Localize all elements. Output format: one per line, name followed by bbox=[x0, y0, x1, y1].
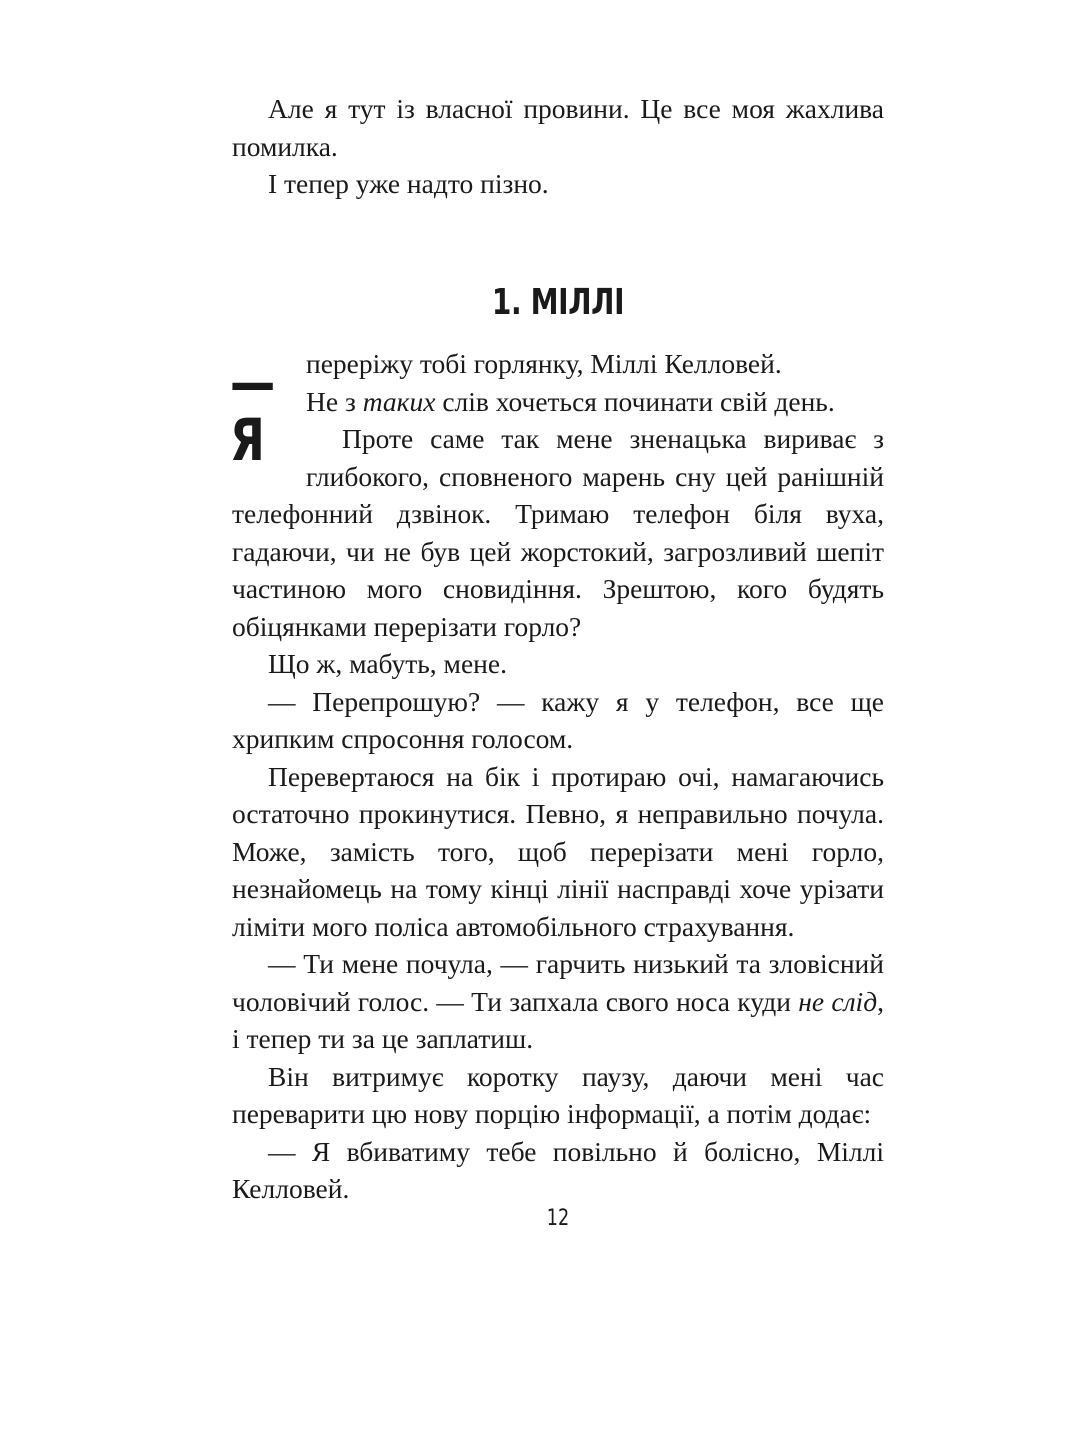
opening-paragraph bbox=[230, 345, 884, 474]
dialogue-pre: — Ти мене почула, — гарчить низький та зловісний чоловічий голос. — Ти запхала свого носа куди bbox=[232, 948, 884, 1017]
body-paragraph: Він витримує коротку паузу, даючи мені час переварити цю нову порцію інформації, а потім додає: bbox=[232, 1060, 884, 1129]
body-paragraph: — Перепрошую? — кажу я у телефон, все ще хрипким спросоння голосом. bbox=[232, 685, 884, 754]
emphasis-text: не слід bbox=[798, 985, 878, 1017]
chapter-title: 1. МІЛЛІ bbox=[491, 282, 625, 323]
body-paragraph bbox=[232, 945, 884, 1058]
emphasis-text: таких bbox=[362, 385, 436, 417]
body-paragraph: Перевертаюся на бік і протираю очі, намагаючись остаточно прокинутися. Певно, я неправильно почула. Може, замість того, щоб перерізати мені горло, незнайомець на тому кінці лінії насправді хоче урізати ліміти мого поліса автомобільного страхування. bbox=[232, 760, 884, 942]
intro-paragraph: Але я тут із власної провини. Це все моя жахлива помилка. bbox=[232, 93, 884, 162]
opening-line: переріжу тобі горлянку, Міллі Келловей. bbox=[306, 348, 782, 379]
body-paragraph: Що ж, мабуть, мене. bbox=[268, 648, 507, 679]
body-paragraph: Проте саме так мене зненацька вириває з глибокого, сповненого марень сну цей ранішній телефонний дзвінок. Тримаю телефон біля вуха, гадаючи, чи не був цей жорстокий, загрозливий шепіт частиною мого сновидіння. Зрештою, кого будять обіцянками перерізати горло? bbox=[232, 423, 884, 642]
dialogue-post: , і тепер ти за це заплатиш. bbox=[232, 985, 884, 1054]
page-number: 12 bbox=[546, 1206, 570, 1231]
intro-text bbox=[232, 90, 884, 203]
drop-cap: —Я bbox=[230, 348, 274, 474]
second-line-post: слів хочеться починати свій день. bbox=[435, 385, 835, 417]
chapter-body bbox=[232, 345, 884, 1208]
second-line-pre: Не з bbox=[306, 385, 363, 417]
body-paragraph: — Я вбиватиму тебе повільно й болісно, Міллі Келловей. bbox=[232, 1135, 884, 1204]
intro-paragraph: І тепер уже надто пізно. bbox=[268, 168, 549, 199]
